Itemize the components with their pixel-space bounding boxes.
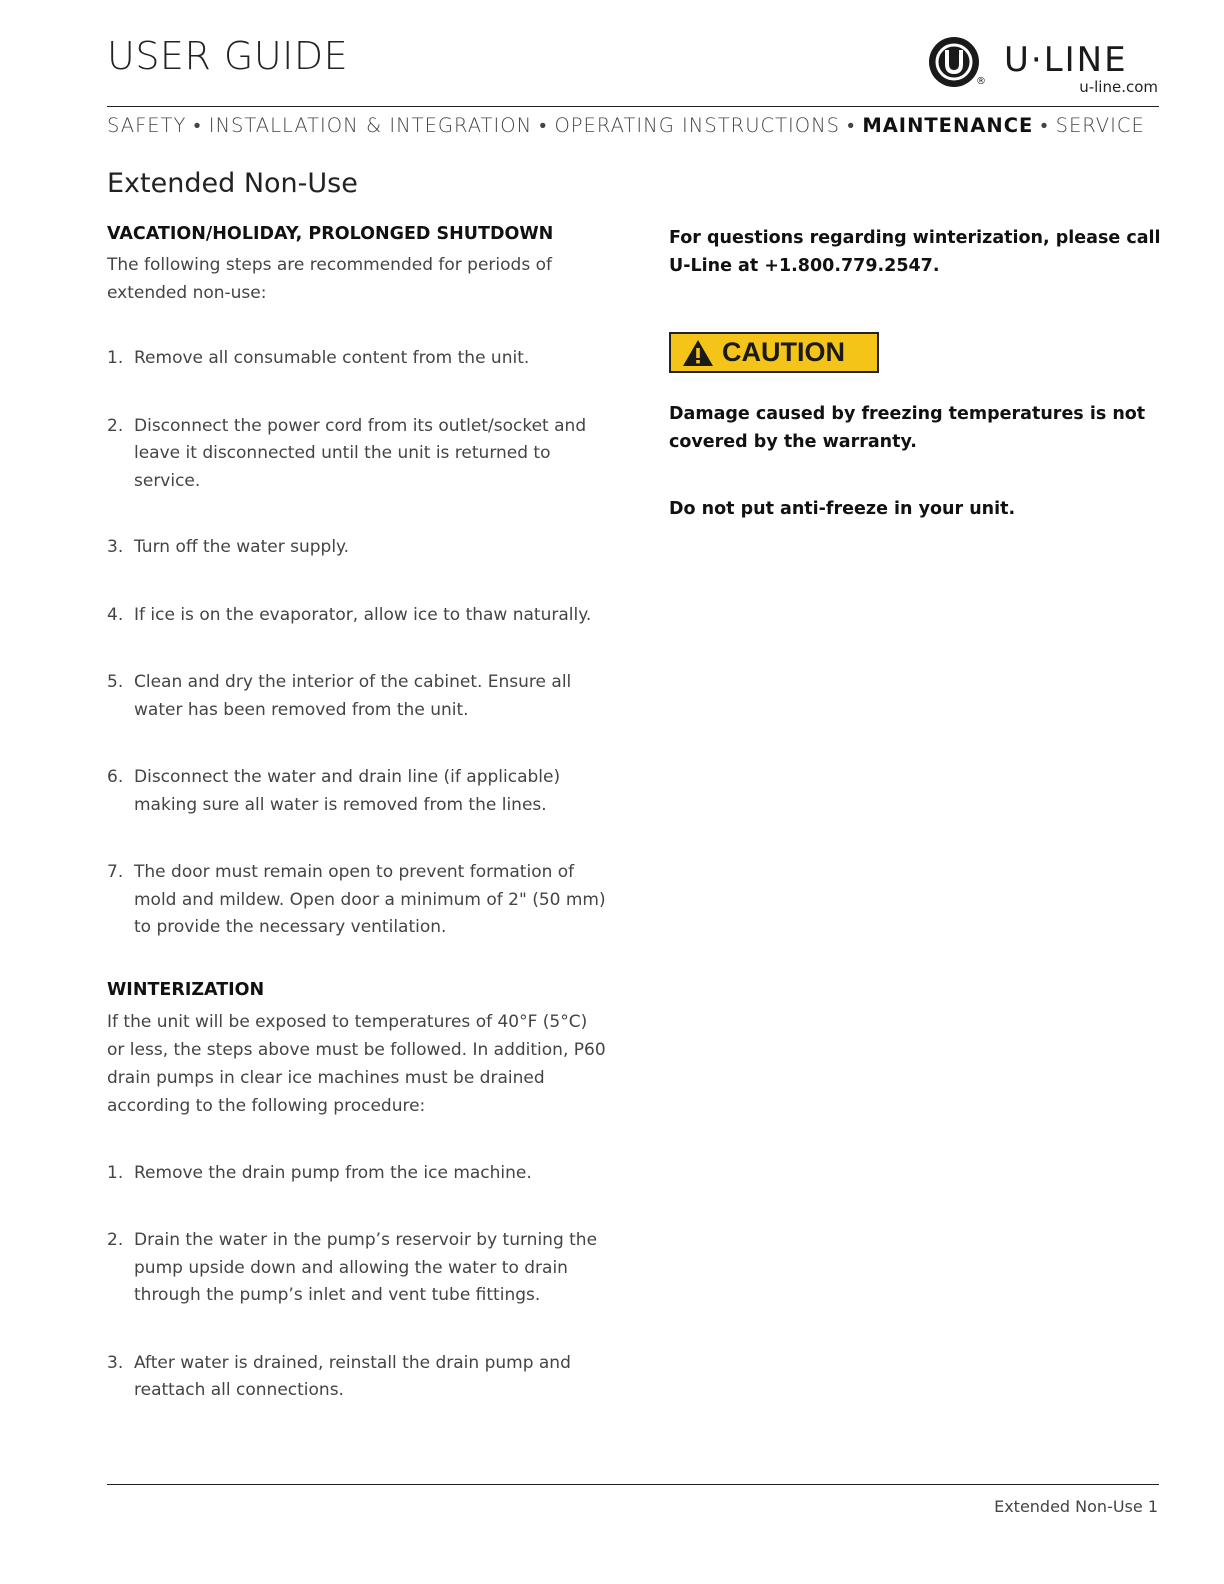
caution-text: CAUTION xyxy=(722,337,845,367)
left-column xyxy=(107,224,607,1405)
nav-item-maintenance[interactable]: MAINTENANCE xyxy=(862,114,1034,137)
step-number: 7. xyxy=(107,862,124,882)
caution-label xyxy=(669,332,879,373)
logo-url: u-line.com xyxy=(1079,78,1158,96)
step-text: Turn off the water supply. xyxy=(134,537,350,557)
nav-separator: • xyxy=(193,114,202,137)
nav-separator: • xyxy=(1040,114,1049,137)
nav-item-safety[interactable]: SAFETY xyxy=(107,114,187,137)
page-title: USER GUIDE xyxy=(107,34,349,78)
step-text: Drain the water in the pump’s reservoir by turning the pump upside down and allowing the water to drain through the pump’s inlet and vent tube fittings. xyxy=(134,1230,598,1305)
list-item xyxy=(107,859,607,942)
warning-triangle-icon xyxy=(682,339,714,367)
step-text: After water is drained, reinstall the drain pump and reattach all connections. xyxy=(134,1352,571,1400)
list-item xyxy=(107,1227,607,1310)
step-text: Remove all consumable content from the unit. xyxy=(134,348,530,368)
step-number: 3. xyxy=(107,537,124,557)
vacation-heading: VACATION/HOLIDAY, PROLONGED SHUTDOWN xyxy=(107,224,554,244)
winterization-steps xyxy=(107,1160,607,1405)
list-item xyxy=(107,764,607,819)
registered-mark: ® xyxy=(976,76,986,87)
logo-wordmark: U·LINE xyxy=(1004,40,1128,80)
step-text: If ice is on the evaporator, allow ice to thaw naturally. xyxy=(134,604,592,625)
list-item xyxy=(107,413,607,496)
nav-item-service[interactable]: SERVICE xyxy=(1055,114,1145,137)
nav-separator: • xyxy=(847,114,856,137)
nav-item-operating[interactable]: OPERATING INSTRUCTIONS xyxy=(554,114,841,137)
right-column xyxy=(669,224,1169,523)
section-title: Extended Non-Use xyxy=(107,168,358,199)
nav-item-installation[interactable]: INSTALLATION & INTEGRATION xyxy=(208,114,533,137)
list-item xyxy=(107,534,607,562)
list-item xyxy=(107,1350,607,1405)
list-item xyxy=(107,1160,607,1188)
list-item xyxy=(107,669,607,724)
step-text: Disconnect the power cord from its outlet/socket and leave it disconnected until the unit is returned to service. xyxy=(134,415,587,491)
nav-separator: • xyxy=(539,114,548,137)
section-nav xyxy=(107,114,1167,138)
step-number: 2. xyxy=(107,415,124,436)
freezing-warning: Damage caused by freezing temperatures is not covered by the warranty. xyxy=(669,404,1146,452)
step-number: 1. xyxy=(107,348,124,368)
footer-divider xyxy=(107,1484,1159,1485)
header-divider xyxy=(107,106,1159,107)
winterization-questions: For questions regarding winterization, please call U-Line at +1.800.779.2547. xyxy=(669,228,1161,276)
step-number: 3. xyxy=(107,1352,124,1373)
vacation-steps xyxy=(107,345,607,942)
step-text: The door must remain open to prevent formation of mold and mildew. Open door a minimum of 2" (50 mm) to provide the necessary ventilation. xyxy=(134,862,606,937)
uline-logo-icon xyxy=(928,36,980,88)
step-number: 2. xyxy=(107,1230,124,1250)
step-number: 5. xyxy=(107,672,124,692)
vacation-intro: The following steps are recommended for periods of extended non-use: xyxy=(107,255,552,303)
uline-logo xyxy=(928,36,1160,98)
page-footer: Extended Non-Use 1 xyxy=(994,1497,1158,1516)
step-text: Clean and dry the interior of the cabinet. Ensure all water has been removed from the unit. xyxy=(134,672,572,720)
step-number: 6. xyxy=(107,767,124,787)
step-number: 1. xyxy=(107,1162,124,1183)
step-text: Remove the drain pump from the ice machine. xyxy=(134,1162,532,1183)
list-item xyxy=(107,602,607,630)
list-item xyxy=(107,345,607,373)
antifreeze-warning: Do not put anti-freeze in your unit. xyxy=(669,499,1016,519)
winterization-heading: WINTERIZATION xyxy=(107,979,265,1000)
step-number: 4. xyxy=(107,604,124,625)
winterization-intro: If the unit will be exposed to temperatures of 40°F (5°C) or less, the steps above must be followed. In addition, P60 drain pumps in clear ice machines must be drained according to the following procedure: xyxy=(107,1011,606,1116)
step-text: Disconnect the water and drain line (if applicable) making sure all water is removed from the lines. xyxy=(134,767,561,815)
